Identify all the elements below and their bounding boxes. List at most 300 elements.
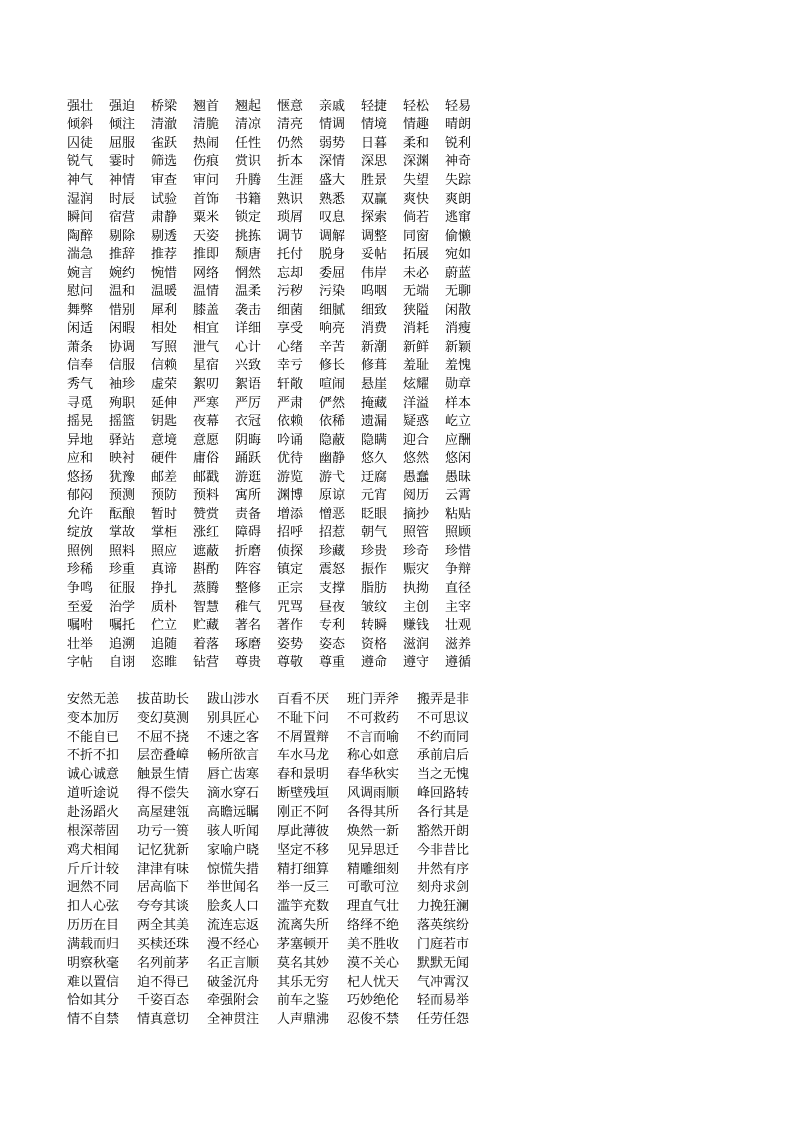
word-cell: 咒骂 — [277, 599, 304, 615]
idiom-cell: 杞人忧天 — [347, 974, 400, 990]
word-row — [67, 596, 487, 615]
word-cell: 嘱托 — [109, 618, 136, 634]
idiom-cell: 惊慌失措 — [207, 861, 260, 877]
word-cell: 信赖 — [151, 358, 178, 374]
idiom-cell: 举世闻名 — [207, 880, 260, 896]
word-cell: 严寒 — [193, 395, 220, 411]
word-cell: 震怒 — [319, 562, 346, 578]
idiom-cell: 骇人听闻 — [207, 823, 260, 839]
idiom-cell: 今非昔比 — [417, 842, 470, 858]
word-cell: 喧闹 — [319, 376, 346, 392]
word-cell: 摇篮 — [109, 414, 136, 430]
word-cell: 翘首 — [193, 98, 220, 114]
idiom-cell: 举一反三 — [277, 880, 330, 896]
word-cell: 邮差 — [151, 469, 178, 485]
word-cell: 郁闷 — [67, 488, 94, 504]
word-cell: 隐瞒 — [361, 432, 388, 448]
word-cell: 渊博 — [277, 488, 304, 504]
word-cell: 膝盖 — [193, 302, 220, 318]
word-cell: 折磨 — [235, 543, 262, 559]
word-row — [67, 614, 487, 633]
idiom-cell: 春华秋实 — [347, 767, 400, 783]
idiom-cell: 班门弄斧 — [347, 691, 400, 707]
word-cell: 絮语 — [235, 376, 262, 392]
word-cell: 夜幕 — [193, 414, 220, 430]
idiom-cell: 见异思迁 — [347, 842, 400, 858]
idiom-cell: 跋山涉水 — [207, 691, 260, 707]
idiom-row — [67, 914, 487, 933]
word-cell: 悠闲 — [445, 451, 472, 467]
word-cell: 照管 — [403, 525, 430, 541]
word-cell: 阅历 — [403, 488, 430, 504]
word-cell: 严厉 — [235, 395, 262, 411]
word-cell: 执拗 — [403, 581, 430, 596]
idiom-row — [67, 763, 487, 782]
word-cell: 至爱 — [67, 599, 94, 615]
word-cell: 专利 — [319, 618, 346, 634]
word-cell: 惘然 — [235, 265, 262, 281]
two-char-word-table — [67, 95, 487, 670]
idiom-cell: 拔苗助长 — [137, 691, 190, 707]
idiom-row — [67, 801, 487, 820]
word-cell: 悠久 — [361, 451, 388, 467]
idiom-cell: 忍俊不禁 — [347, 1012, 400, 1028]
word-cell: 伤痕 — [193, 154, 220, 170]
word-cell: 朝气 — [361, 525, 388, 541]
word-cell: 消耗 — [403, 321, 430, 337]
word-cell: 污染 — [319, 284, 346, 300]
word-cell: 转瞬 — [361, 618, 388, 634]
idiom-cell: 不可思议 — [417, 710, 470, 726]
word-cell: 调整 — [361, 228, 388, 244]
word-cell: 珍奇 — [403, 543, 430, 559]
word-cell: 锐气 — [67, 154, 94, 170]
word-cell: 屈服 — [109, 135, 136, 151]
word-row — [67, 318, 487, 337]
idiom-cell: 滴水穿石 — [207, 786, 260, 802]
word-cell: 征服 — [109, 581, 136, 596]
word-cell: 信奉 — [67, 358, 94, 374]
idiom-row — [67, 839, 487, 858]
word-row — [67, 355, 487, 374]
idiom-row — [67, 895, 487, 914]
word-cell: 赈灾 — [403, 562, 430, 578]
word-cell: 涨红 — [193, 525, 220, 541]
word-cell: 洋溢 — [403, 395, 430, 411]
word-cell: 直径 — [445, 581, 472, 596]
idiom-cell: 巧妙绝伦 — [347, 993, 400, 1009]
idiom-cell: 千姿百态 — [137, 993, 190, 1009]
word-cell: 宿营 — [109, 210, 136, 226]
word-cell: 异地 — [67, 432, 94, 448]
word-cell: 真谛 — [151, 562, 178, 578]
word-cell: 伫立 — [151, 618, 178, 634]
word-cell: 驿站 — [109, 432, 136, 448]
word-row — [67, 651, 487, 670]
word-cell: 粟米 — [193, 210, 220, 226]
word-cell: 尊敬 — [277, 655, 304, 671]
word-cell: 振作 — [361, 562, 388, 578]
word-row — [67, 206, 487, 225]
word-cell: 增添 — [277, 506, 304, 522]
word-cell: 倾注 — [109, 117, 136, 133]
word-row — [67, 447, 487, 466]
idiom-cell: 安然无恙 — [67, 691, 120, 707]
word-cell: 深情 — [319, 154, 346, 170]
idiom-cell: 断壁残垣 — [277, 786, 330, 802]
word-cell: 推辞 — [109, 247, 136, 263]
word-cell: 映衬 — [109, 451, 136, 467]
idiom-cell: 津津有味 — [137, 861, 190, 877]
word-row — [67, 410, 487, 429]
idiom-cell: 流离失所 — [277, 918, 330, 934]
word-cell: 情调 — [319, 117, 346, 133]
idiom-cell: 刚正不阿 — [277, 804, 330, 820]
word-cell: 温柔 — [235, 284, 262, 300]
idiom-cell: 理直气壮 — [347, 899, 400, 915]
word-cell: 游览 — [277, 469, 304, 485]
idiom-cell: 唇亡齿寒 — [207, 767, 260, 783]
word-row — [67, 299, 487, 318]
idiom-row — [67, 971, 487, 990]
word-cell: 预防 — [151, 488, 178, 504]
word-cell: 疑惑 — [403, 414, 430, 430]
word-cell: 倾斜 — [67, 117, 94, 133]
word-cell: 遮蔽 — [193, 543, 220, 559]
word-cell: 招呼 — [277, 525, 304, 541]
idiom-cell: 不屈不挠 — [137, 729, 190, 745]
idiom-row — [67, 782, 487, 801]
word-cell: 壮观 — [445, 618, 472, 634]
word-cell: 衣冠 — [235, 414, 262, 430]
word-cell: 珍贵 — [361, 543, 388, 559]
word-cell: 逃窜 — [445, 210, 472, 226]
word-row — [67, 132, 487, 151]
word-cell: 珍藏 — [319, 543, 346, 559]
word-cell: 审问 — [193, 172, 220, 188]
word-cell: 袭击 — [235, 302, 262, 318]
word-cell: 温暖 — [151, 284, 178, 300]
word-cell: 神奇 — [445, 154, 472, 170]
word-cell: 情境 — [361, 117, 388, 133]
idiom-cell: 满载而归 — [67, 936, 120, 952]
idiom-cell: 居高临下 — [137, 880, 190, 896]
word-cell: 稚气 — [235, 599, 262, 615]
word-cell: 清亮 — [277, 117, 304, 133]
word-cell: 迎合 — [403, 432, 430, 448]
word-row — [67, 392, 487, 411]
word-cell: 婉言 — [67, 265, 94, 281]
idiom-cell: 称心如意 — [347, 748, 400, 764]
idiom-cell: 历历在目 — [67, 918, 120, 934]
word-row — [67, 484, 487, 503]
word-cell: 写照 — [151, 339, 178, 355]
word-cell: 温和 — [109, 284, 136, 300]
idiom-cell: 畅所欲言 — [207, 748, 260, 764]
word-cell: 赞赏 — [193, 506, 220, 522]
word-cell: 字帖 — [67, 655, 94, 671]
word-cell: 滋养 — [445, 636, 472, 652]
idiom-cell: 任劳任怨 — [417, 1012, 470, 1028]
idiom-cell: 不言而喻 — [347, 729, 400, 745]
word-cell: 双赢 — [361, 191, 388, 207]
word-cell: 邮戳 — [193, 469, 220, 485]
word-cell: 仍然 — [277, 135, 304, 151]
word-cell: 迂腐 — [361, 469, 388, 485]
word-cell: 网络 — [193, 265, 220, 281]
word-cell: 晴朗 — [445, 117, 472, 133]
word-cell: 着落 — [193, 636, 220, 652]
word-cell: 依赖 — [277, 414, 304, 430]
word-cell: 悠然 — [403, 451, 430, 467]
word-cell: 意愿 — [193, 432, 220, 448]
word-cell: 犹豫 — [109, 469, 136, 485]
word-cell: 暂时 — [151, 506, 178, 522]
word-cell: 依稀 — [319, 414, 346, 430]
word-row — [67, 243, 487, 262]
word-cell: 治学 — [109, 599, 136, 615]
word-row — [67, 522, 487, 541]
word-cell: 修长 — [319, 358, 346, 374]
word-cell: 遵循 — [445, 655, 472, 671]
word-cell: 湍急 — [67, 247, 94, 263]
word-cell: 滋润 — [403, 636, 430, 652]
word-cell: 眨眼 — [361, 506, 388, 522]
word-cell: 昼夜 — [319, 599, 346, 615]
word-cell: 恣睢 — [151, 655, 178, 671]
idiom-cell: 根深蒂固 — [67, 823, 120, 839]
idiom-cell: 流连忘返 — [207, 918, 260, 934]
idiom-cell: 买椟还珠 — [137, 936, 190, 952]
word-cell: 尊贵 — [235, 655, 262, 671]
word-cell: 云霄 — [445, 488, 472, 504]
idiom-cell: 峰回路转 — [417, 786, 470, 802]
word-cell: 照料 — [109, 543, 136, 559]
idiom-cell: 豁然开朗 — [417, 823, 470, 839]
word-cell: 踊跃 — [235, 451, 262, 467]
idiom-cell: 莫名其妙 — [277, 955, 330, 971]
idiom-row — [67, 933, 487, 952]
idiom-row — [67, 745, 487, 764]
word-cell: 钥匙 — [151, 414, 178, 430]
idiom-cell: 焕然一新 — [347, 823, 400, 839]
idiom-cell: 轻而易举 — [417, 993, 470, 1009]
word-cell: 憎恶 — [319, 506, 346, 522]
idiom-cell: 不耻下问 — [277, 710, 330, 726]
word-cell: 修葺 — [361, 358, 388, 374]
idiom-cell: 前车之鉴 — [277, 993, 330, 1009]
idiom-cell: 不速之客 — [207, 729, 260, 745]
word-cell: 优待 — [277, 451, 304, 467]
word-cell: 神气 — [67, 172, 94, 188]
word-cell: 新潮 — [361, 339, 388, 355]
word-cell: 同窗 — [403, 228, 430, 244]
word-cell: 秀气 — [67, 376, 94, 392]
word-cell: 吟诵 — [277, 432, 304, 448]
word-cell: 信服 — [109, 358, 136, 374]
idiom-cell: 当之无愧 — [417, 767, 470, 783]
word-row — [67, 577, 487, 596]
word-cell: 智慧 — [193, 599, 220, 615]
word-cell: 拓展 — [403, 247, 430, 263]
word-cell: 清凉 — [235, 117, 262, 133]
word-cell: 自诩 — [109, 655, 136, 671]
word-cell: 闲暇 — [109, 321, 136, 337]
idiom-cell: 变本加厉 — [67, 710, 120, 726]
word-cell: 赚钱 — [403, 618, 430, 634]
word-cell: 清脆 — [193, 117, 220, 133]
idiom-cell: 高屋建瓴 — [137, 804, 190, 820]
word-cell: 舞弊 — [67, 302, 94, 318]
word-cell: 整修 — [235, 581, 262, 596]
word-cell: 应酬 — [445, 432, 472, 448]
word-cell: 萧条 — [67, 339, 94, 355]
word-cell: 强壮 — [67, 98, 94, 114]
word-cell: 责备 — [235, 506, 262, 522]
word-cell: 闲适 — [67, 321, 94, 337]
word-cell: 剔透 — [151, 228, 178, 244]
word-cell: 主宰 — [445, 599, 472, 615]
word-cell: 支撑 — [319, 581, 346, 596]
idiom-row — [67, 820, 487, 839]
word-cell: 锁定 — [235, 210, 262, 226]
word-cell: 轩敞 — [277, 376, 304, 392]
word-cell: 嘱咐 — [67, 618, 94, 634]
idiom-cell: 落英缤纷 — [417, 918, 470, 934]
word-cell: 新颖 — [445, 339, 472, 355]
word-cell: 寻觅 — [67, 395, 94, 411]
idiom-cell: 斤斤计较 — [67, 861, 120, 877]
word-cell: 羞耻 — [403, 358, 430, 374]
word-cell: 弱势 — [319, 135, 346, 151]
idiom-cell: 层峦叠嶂 — [137, 748, 190, 764]
word-cell: 皱纹 — [361, 599, 388, 615]
word-cell: 样本 — [445, 395, 472, 411]
word-cell: 协调 — [109, 339, 136, 355]
idiom-cell: 精雕细刻 — [347, 861, 400, 877]
word-cell: 肃静 — [151, 210, 178, 226]
word-cell: 预料 — [193, 488, 220, 504]
word-cell: 享受 — [277, 321, 304, 337]
idiom-cell: 不约而同 — [417, 729, 470, 745]
word-cell: 细致 — [361, 302, 388, 318]
word-row — [67, 280, 487, 299]
idiom-cell: 记忆犹新 — [137, 842, 190, 858]
word-cell: 庸俗 — [193, 451, 220, 467]
word-cell: 狭隘 — [403, 302, 430, 318]
word-cell: 深思 — [361, 154, 388, 170]
word-row — [67, 262, 487, 281]
four-char-idiom-table — [67, 688, 487, 1027]
word-cell: 脱身 — [319, 247, 346, 263]
word-cell: 殉职 — [109, 395, 136, 411]
word-cell: 书籍 — [235, 191, 262, 207]
word-cell: 熟识 — [277, 191, 304, 207]
word-cell: 委屈 — [319, 265, 346, 281]
idiom-row — [67, 688, 487, 707]
word-cell: 失踪 — [445, 172, 472, 188]
word-row — [67, 373, 487, 392]
word-cell: 忘却 — [277, 265, 304, 281]
word-row — [67, 169, 487, 188]
word-row — [67, 188, 487, 207]
word-cell: 酝酿 — [109, 506, 136, 522]
word-cell: 障碍 — [235, 525, 262, 541]
word-cell: 允许 — [67, 506, 94, 522]
word-cell: 新鲜 — [403, 339, 430, 355]
idiom-cell: 扣人心弦 — [67, 899, 120, 915]
word-cell: 呜咽 — [361, 284, 388, 300]
word-cell: 宛如 — [445, 247, 472, 263]
idiom-cell: 各得其所 — [347, 804, 400, 820]
word-cell: 慰问 — [67, 284, 94, 300]
word-cell: 惜别 — [109, 302, 136, 318]
idiom-cell: 脍炙人口 — [207, 899, 260, 915]
idiom-row — [67, 707, 487, 726]
word-cell: 质朴 — [151, 599, 178, 615]
idiom-cell: 赴汤蹈火 — [67, 804, 120, 820]
word-cell: 絮叨 — [193, 376, 220, 392]
word-cell: 筛选 — [151, 154, 178, 170]
word-cell: 亲戚 — [319, 98, 346, 114]
word-cell: 陶醉 — [67, 228, 94, 244]
word-cell: 心绪 — [277, 339, 304, 355]
idiom-cell: 牵强附会 — [207, 993, 260, 1009]
word-row — [67, 336, 487, 355]
word-cell: 镇定 — [277, 562, 304, 578]
word-cell: 霎时 — [109, 154, 136, 170]
idiom-cell: 其乐无穷 — [277, 974, 330, 990]
word-cell: 羞愧 — [445, 358, 472, 374]
word-cell: 幽静 — [319, 451, 346, 467]
word-cell: 侦探 — [277, 543, 304, 559]
word-cell: 颓唐 — [235, 247, 262, 263]
word-cell: 任性 — [235, 135, 262, 151]
word-cell: 婉约 — [109, 265, 136, 281]
word-cell: 虚荣 — [151, 376, 178, 392]
word-cell: 珍稀 — [67, 562, 94, 578]
idiom-cell: 不屑置辩 — [277, 729, 330, 745]
word-cell: 试验 — [151, 191, 178, 207]
idiom-cell: 情真意切 — [137, 1012, 190, 1028]
word-cell: 意境 — [151, 432, 178, 448]
word-cell: 探索 — [361, 210, 388, 226]
word-cell: 悬崖 — [361, 376, 388, 392]
word-cell: 惬意 — [277, 98, 304, 114]
word-cell: 失望 — [403, 172, 430, 188]
word-cell: 升腾 — [235, 172, 262, 188]
word-row — [67, 559, 487, 578]
word-cell: 神情 — [109, 172, 136, 188]
idiom-cell: 两全其美 — [137, 918, 190, 934]
idiom-row — [67, 876, 487, 895]
idiom-cell: 功亏一篑 — [137, 823, 190, 839]
word-cell: 锐利 — [445, 135, 472, 151]
idiom-cell: 名正言顺 — [207, 955, 260, 971]
word-cell: 消瘦 — [445, 321, 472, 337]
word-cell: 袖珍 — [109, 376, 136, 392]
word-row — [67, 95, 487, 114]
word-cell: 热闹 — [193, 135, 220, 151]
idiom-row — [67, 1008, 487, 1027]
word-cell: 愚蠢 — [403, 469, 430, 485]
word-cell: 俨然 — [319, 395, 346, 411]
word-cell: 推荐 — [151, 247, 178, 263]
word-cell: 屹立 — [445, 414, 472, 430]
idiom-cell: 各行其是 — [417, 804, 470, 820]
word-cell: 珍惜 — [445, 543, 472, 559]
idiom-cell: 滥竽充数 — [277, 899, 330, 915]
